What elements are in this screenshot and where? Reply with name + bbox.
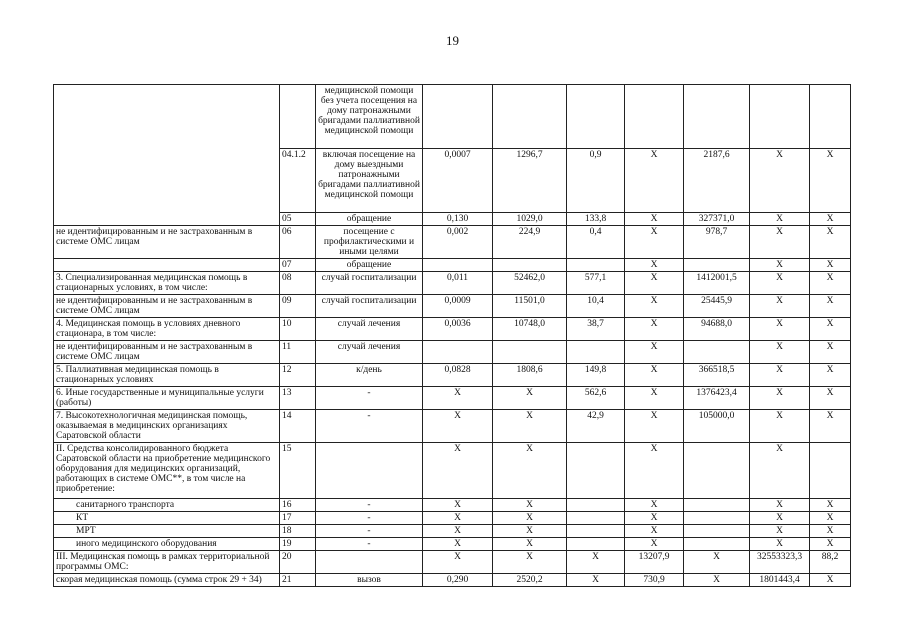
row-value-col10: Х xyxy=(810,341,851,364)
row-value-col7 xyxy=(625,85,684,149)
row-value-col7: 13207,9 xyxy=(625,551,684,574)
table-row xyxy=(54,525,851,538)
row-value-col6: 38,7 xyxy=(567,318,625,341)
row-value-col5: Х xyxy=(493,551,567,574)
row-value-col6: 149,8 xyxy=(567,364,625,387)
row-value-col10 xyxy=(810,85,851,149)
row-value-col10: Х xyxy=(810,295,851,318)
row-unit: - xyxy=(316,512,423,525)
row-code: 14 xyxy=(280,410,316,443)
row-value-col8 xyxy=(684,341,750,364)
row-name: не идентифицированным и не застрахованным в системе ОМС лицам xyxy=(54,341,280,364)
row-code: 19 xyxy=(280,538,316,551)
table-row xyxy=(54,341,851,364)
row-value-col6: Х xyxy=(567,574,625,587)
table-row xyxy=(54,318,851,341)
row-value-col10: Х xyxy=(810,364,851,387)
row-value-col9: Х xyxy=(750,341,810,364)
row-value-col6 xyxy=(567,259,625,272)
row-unit: посещение с профилактическими и иными целями xyxy=(316,226,423,259)
row-value-col9: Х xyxy=(750,213,810,226)
row-code: 17 xyxy=(280,512,316,525)
row-value-col7: Х xyxy=(625,149,684,213)
table-row xyxy=(54,364,851,387)
row-value-col4: 0,290 xyxy=(423,574,493,587)
row-name xyxy=(54,85,280,149)
row-name: не идентифицированным и не застрахованным в системе ОМС лицам xyxy=(54,226,280,259)
row-unit xyxy=(316,551,423,574)
row-value-col9 xyxy=(750,85,810,149)
row-value-col10: Х xyxy=(810,226,851,259)
row-unit: медицинской помощи без учета посещения на дому патронажными бригадами паллиативной медицинской помощи xyxy=(316,85,423,149)
row-value-col9: 1801443,4 xyxy=(750,574,810,587)
row-value-col9: Х xyxy=(750,226,810,259)
row-value-col9: Х xyxy=(750,499,810,512)
row-value-col4: 0,0009 xyxy=(423,295,493,318)
row-name: 5. Паллиативная медицинская помощь в стационарных условиях xyxy=(54,364,280,387)
program-table xyxy=(53,84,851,587)
row-value-col8: 105000,0 xyxy=(684,410,750,443)
row-value-col6: 133,8 xyxy=(567,213,625,226)
row-unit: случай госпитализации xyxy=(316,272,423,295)
row-value-col8: 1412001,5 xyxy=(684,272,750,295)
row-value-col4 xyxy=(423,259,493,272)
row-value-col8: Х xyxy=(684,551,750,574)
row-value-col6 xyxy=(567,512,625,525)
row-value-col4: 0,002 xyxy=(423,226,493,259)
row-value-col8 xyxy=(684,499,750,512)
row-value-col6 xyxy=(567,499,625,512)
row-value-col9: Х xyxy=(750,318,810,341)
row-name: 4. Медицинская помощь в условиях дневного стационара, в том числе: xyxy=(54,318,280,341)
row-unit xyxy=(316,443,423,499)
row-value-col6 xyxy=(567,443,625,499)
row-value-col6 xyxy=(567,538,625,551)
row-value-col10: Х xyxy=(810,149,851,213)
row-value-col5: Х xyxy=(493,538,567,551)
row-value-col4 xyxy=(423,85,493,149)
row-value-col4: Х xyxy=(423,512,493,525)
row-value-col9: Х xyxy=(750,295,810,318)
row-name: II. Средства консолидированного бюджета Саратовской области на приобретение медицинского оборудования для медицинских организаций, работающих в системе ОМС**, в том числе на приобретение: xyxy=(54,443,280,499)
row-value-col5: 52462,0 xyxy=(493,272,567,295)
row-code: 08 xyxy=(280,272,316,295)
row-value-col7: Х xyxy=(625,387,684,410)
row-code xyxy=(280,85,316,149)
row-name: иного медицинского оборудования xyxy=(54,538,280,551)
row-code: 05 xyxy=(280,213,316,226)
row-value-col7: Х xyxy=(625,259,684,272)
row-value-col4: 0,0007 xyxy=(423,149,493,213)
page-number: 19 xyxy=(446,33,459,48)
row-unit: к/день xyxy=(316,364,423,387)
row-code: 09 xyxy=(280,295,316,318)
row-unit: - xyxy=(316,525,423,538)
row-value-col9: Х xyxy=(750,387,810,410)
row-unit: - xyxy=(316,387,423,410)
row-value-col9: Х xyxy=(750,259,810,272)
row-name: 7. Высокотехнологичная медицинская помощь, оказываемая в медицинских организациях Саратовской области xyxy=(54,410,280,443)
row-value-col8 xyxy=(684,443,750,499)
row-unit: обращение xyxy=(316,259,423,272)
row-code: 16 xyxy=(280,499,316,512)
table-row xyxy=(54,226,851,259)
row-value-col6: 10,4 xyxy=(567,295,625,318)
row-value-col10: Х xyxy=(810,499,851,512)
row-value-col7: Х xyxy=(625,499,684,512)
table-row xyxy=(54,538,851,551)
row-value-col5 xyxy=(493,85,567,149)
row-value-col5: 224,9 xyxy=(493,226,567,259)
table-row xyxy=(54,272,851,295)
table-row xyxy=(54,295,851,318)
row-value-col5: Х xyxy=(493,512,567,525)
row-name xyxy=(54,213,280,226)
row-name: 6. Иные государственные и муниципальные услуги (работы) xyxy=(54,387,280,410)
table-row xyxy=(54,213,851,226)
row-value-col10: Х xyxy=(810,318,851,341)
row-value-col7: Х xyxy=(625,341,684,364)
row-value-col4: Х xyxy=(423,499,493,512)
row-value-col8 xyxy=(684,525,750,538)
row-value-col7: 730,9 xyxy=(625,574,684,587)
table-row xyxy=(54,499,851,512)
row-value-col9: Х xyxy=(750,410,810,443)
row-value-col8: 1376423,4 xyxy=(684,387,750,410)
table-row xyxy=(54,259,851,272)
row-code: 12 xyxy=(280,364,316,387)
row-code: 07 xyxy=(280,259,316,272)
row-value-col8: 978,7 xyxy=(684,226,750,259)
row-value-col9: Х xyxy=(750,538,810,551)
row-value-col4: 0,0036 xyxy=(423,318,493,341)
row-unit: случай лечения xyxy=(316,318,423,341)
row-value-col6: Х xyxy=(567,551,625,574)
row-value-col4: 0,0828 xyxy=(423,364,493,387)
row-name xyxy=(54,259,280,272)
row-value-col5: 11501,0 xyxy=(493,295,567,318)
row-value-col6: 0,4 xyxy=(567,226,625,259)
row-code: 15 xyxy=(280,443,316,499)
row-name: МРТ xyxy=(54,525,280,538)
table-row xyxy=(54,551,851,574)
row-value-col8 xyxy=(684,259,750,272)
row-value-col7: Х xyxy=(625,213,684,226)
row-value-col7: Х xyxy=(625,272,684,295)
table-row xyxy=(54,149,851,213)
table-row xyxy=(54,443,851,499)
row-value-col10: Х xyxy=(810,272,851,295)
row-value-col5: Х xyxy=(493,499,567,512)
row-value-col5: Х xyxy=(493,525,567,538)
row-value-col9: Х xyxy=(750,364,810,387)
row-value-col6: 562,6 xyxy=(567,387,625,410)
row-unit: случай госпитализации xyxy=(316,295,423,318)
row-unit: включая посещение на дому выездными патронажными бригадами паллиативной медицинской помощи xyxy=(316,149,423,213)
row-value-col4: 0,011 xyxy=(423,272,493,295)
row-value-col4: Х xyxy=(423,443,493,499)
row-name: КТ xyxy=(54,512,280,525)
row-unit: случай лечения xyxy=(316,341,423,364)
row-unit: - xyxy=(316,410,423,443)
row-value-col5 xyxy=(493,259,567,272)
row-value-col8 xyxy=(684,85,750,149)
row-value-col4: Х xyxy=(423,525,493,538)
row-code: 11 xyxy=(280,341,316,364)
row-value-col5: 10748,0 xyxy=(493,318,567,341)
row-name xyxy=(54,149,280,213)
row-unit: вызов xyxy=(316,574,423,587)
row-value-col7: Х xyxy=(625,226,684,259)
row-unit: обращение xyxy=(316,213,423,226)
row-name: санитарного транспорта xyxy=(54,499,280,512)
row-name: 3. Специализированная медицинская помощь в стационарных условиях, в том числе: xyxy=(54,272,280,295)
row-value-col6 xyxy=(567,525,625,538)
row-value-col8 xyxy=(684,512,750,525)
row-value-col10: Х xyxy=(810,525,851,538)
row-value-col5: 1808,6 xyxy=(493,364,567,387)
row-value-col4: Х xyxy=(423,387,493,410)
row-value-col4: Х xyxy=(423,551,493,574)
table-row xyxy=(54,85,851,149)
row-value-col8: Х xyxy=(684,574,750,587)
row-value-col5: 1296,7 xyxy=(493,149,567,213)
row-value-col8: 366518,5 xyxy=(684,364,750,387)
row-value-col5: Х xyxy=(493,387,567,410)
row-value-col8 xyxy=(684,538,750,551)
row-value-col5: 2520,2 xyxy=(493,574,567,587)
row-value-col8: 94688,0 xyxy=(684,318,750,341)
row-value-col7: Х xyxy=(625,364,684,387)
row-value-col8: 25445,9 xyxy=(684,295,750,318)
row-value-col6: 577,1 xyxy=(567,272,625,295)
row-value-col5 xyxy=(493,341,567,364)
row-value-col7: Х xyxy=(625,525,684,538)
row-name: скорая медицинская помощь (сумма строк 29 + 34) xyxy=(54,574,280,587)
row-value-col4: Х xyxy=(423,410,493,443)
table-row xyxy=(54,574,851,587)
row-code: 04.1.2 xyxy=(280,149,316,213)
row-value-col9: 32553323,3 xyxy=(750,551,810,574)
row-value-col5: Х xyxy=(493,410,567,443)
row-value-col10: Х xyxy=(810,259,851,272)
row-value-col6: 0,9 xyxy=(567,149,625,213)
row-value-col6 xyxy=(567,341,625,364)
row-value-col10: Х xyxy=(810,410,851,443)
table-row xyxy=(54,512,851,525)
row-value-col10 xyxy=(810,443,851,499)
row-value-col10: Х xyxy=(810,574,851,587)
row-value-col9: Х xyxy=(750,149,810,213)
row-value-col4 xyxy=(423,341,493,364)
row-value-col8: 327371,0 xyxy=(684,213,750,226)
row-code: 10 xyxy=(280,318,316,341)
row-value-col7: Х xyxy=(625,512,684,525)
row-code: 20 xyxy=(280,551,316,574)
row-value-col9: Х xyxy=(750,443,810,499)
row-value-col9: Х xyxy=(750,512,810,525)
row-value-col5: 1029,0 xyxy=(493,213,567,226)
row-value-col7: Х xyxy=(625,295,684,318)
row-code: 21 xyxy=(280,574,316,587)
row-code: 18 xyxy=(280,525,316,538)
row-value-col6 xyxy=(567,85,625,149)
row-unit: - xyxy=(316,538,423,551)
row-value-col7: Х xyxy=(625,318,684,341)
row-value-col7: Х xyxy=(625,410,684,443)
row-name: не идентифицированным и не застрахованным в системе ОМС лицам xyxy=(54,295,280,318)
row-value-col4: 0,130 xyxy=(423,213,493,226)
row-code: 06 xyxy=(280,226,316,259)
row-value-col9: Х xyxy=(750,525,810,538)
row-value-col10: 88,2 xyxy=(810,551,851,574)
row-value-col10: Х xyxy=(810,387,851,410)
row-value-col10: Х xyxy=(810,512,851,525)
row-value-col9: Х xyxy=(750,272,810,295)
row-value-col5: Х xyxy=(493,443,567,499)
row-name: III. Медицинская помощь в рамках территориальной программы ОМС: xyxy=(54,551,280,574)
row-value-col7: Х xyxy=(625,443,684,499)
row-value-col4: Х xyxy=(423,538,493,551)
table-row xyxy=(54,387,851,410)
row-code: 13 xyxy=(280,387,316,410)
row-value-col10: Х xyxy=(810,213,851,226)
row-value-col7: Х xyxy=(625,538,684,551)
row-value-col10: Х xyxy=(810,538,851,551)
row-value-col6: 42,9 xyxy=(567,410,625,443)
table-row xyxy=(54,410,851,443)
row-unit: - xyxy=(316,499,423,512)
row-value-col8: 2187,6 xyxy=(684,149,750,213)
